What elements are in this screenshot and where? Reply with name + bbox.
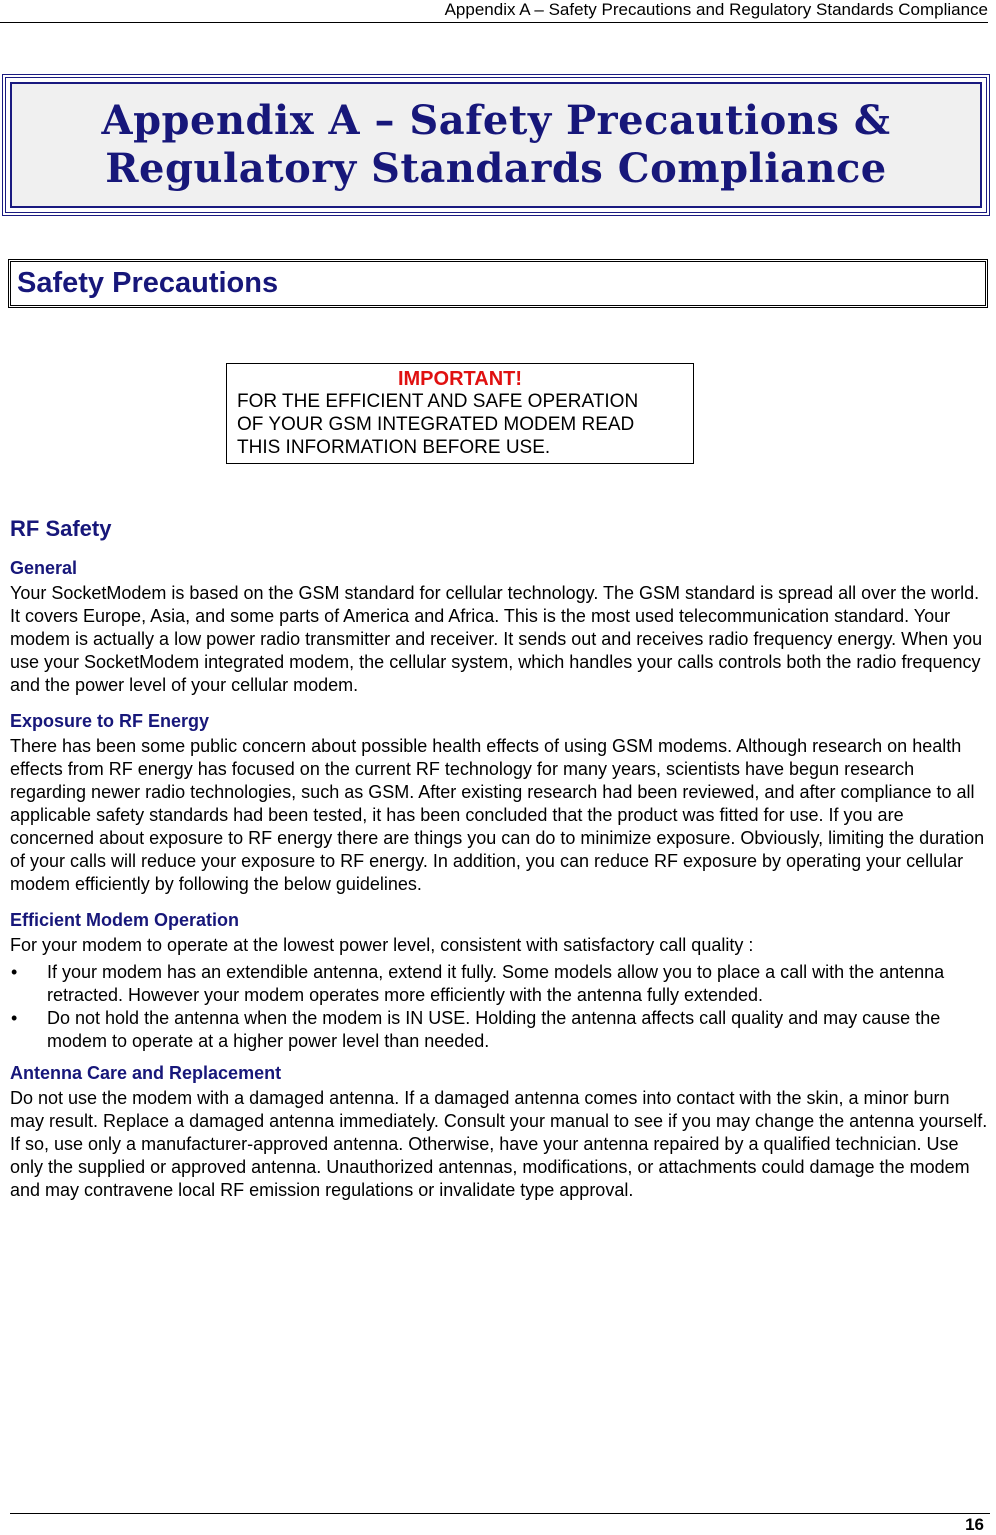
efficient-operation-list <box>10 961 988 1053</box>
footer-divider <box>10 1513 990 1514</box>
general-paragraph: Your SocketModem is based on the GSM standard for cellular technology. The GSM standard is spread all over the world. It covers Europe, Asia, and some parts of America and Africa. This is the most used telecommunication standard. Your modem is actually a low power radio transmitter and receiver. It sends out and receives radio frequency energy. When you use your SocketModem integrated modem, the cellular system, which handles your calls controls both the radio frequency and the power level of your cellular modem. <box>10 583 983 695</box>
page-number: 16 <box>965 1515 984 1534</box>
appendix-title-line-1: Appendix A – Safety Precautions & <box>101 97 891 144</box>
notice-line-1: FOR THE EFFICIENT AND SAFE OPERATION <box>237 391 639 412</box>
bullet-icon: • <box>11 962 18 982</box>
running-header: Appendix A – Safety Precautions and Regulatory Standards Compliance <box>0 0 988 23</box>
notice-line-2: OF YOUR GSM INTEGRATED MODEM READ <box>237 414 635 435</box>
appendix-title-inner <box>10 82 982 208</box>
appendix-title-banner <box>2 74 990 216</box>
antenna-care-heading: Antenna Care and Replacement <box>10 1063 282 1083</box>
list-item <box>10 1007 988 1053</box>
notice-heading: IMPORTANT! <box>397 368 523 390</box>
exposure-heading: Exposure to RF Energy <box>10 711 210 731</box>
rf-safety-section <box>10 510 988 1206</box>
list-item-text: If your modem has an extendible antenna, extend it fully. Some models allow you to place a call with the antenna retracted. However your modem operates more efficiently with the antenna fully extended. <box>47 962 945 1005</box>
notice-line-3: THIS INFORMATION BEFORE USE. <box>237 437 551 458</box>
important-notice-box <box>226 363 694 464</box>
bullet-icon: • <box>11 1008 18 1028</box>
efficient-operation-intro: For your modem to operate at the lowest power level, consistent with satisfactory call quality : <box>10 935 754 955</box>
section-heading-box <box>8 259 988 308</box>
antenna-care-paragraph: Do not use the modem with a damaged antenna. If a damaged antenna comes into contact with the skin, a minor burn may result. Replace a damaged antenna immediately. Consult your manual to see if you may change the antenna yourself. If so, use only a manufacturer-approved antenna. Otherwise, have your antenna repaired by a qualified technician. Use only the supplied or approved antenna. Unauthorized antennas, modifications, or attachments could damage the modem and may contravene local RF emission regulations or invalidate type approval. <box>10 1088 988 1200</box>
section-title: Safety Precautions <box>17 267 279 299</box>
rf-safety-heading: RF Safety <box>10 516 112 541</box>
general-heading: General <box>10 558 78 578</box>
exposure-paragraph: There has been some public concern about possible health effects of using GSM modems. Although research on health effects from RF energy has focused on the current RF technology for many years, scientists have begun research regarding newer radio technologies, such as GSM. After existing research had been reviewed, and after compliance to all applicable safety standards had been tested, it has been concluded that the product was fitted for use. If you are concerned about exposure to RF energy there are things you can do to minimize exposure. Obviously, limiting the duration of your calls will reduce your exposure to RF energy. In addition, you can reduce RF exposure by operating your cellular modem efficiently by following the below guidelines. <box>10 736 985 894</box>
appendix-title-line-2: Regulatory Standards Compliance <box>105 145 887 192</box>
list-item <box>10 961 988 1007</box>
list-item-text: Do not hold the antenna when the modem is IN USE. Holding the antenna affects call quality and may cause the modem to operate at a higher power level than needed. <box>47 1008 941 1051</box>
efficient-operation-heading: Efficient Modem Operation <box>10 910 240 930</box>
